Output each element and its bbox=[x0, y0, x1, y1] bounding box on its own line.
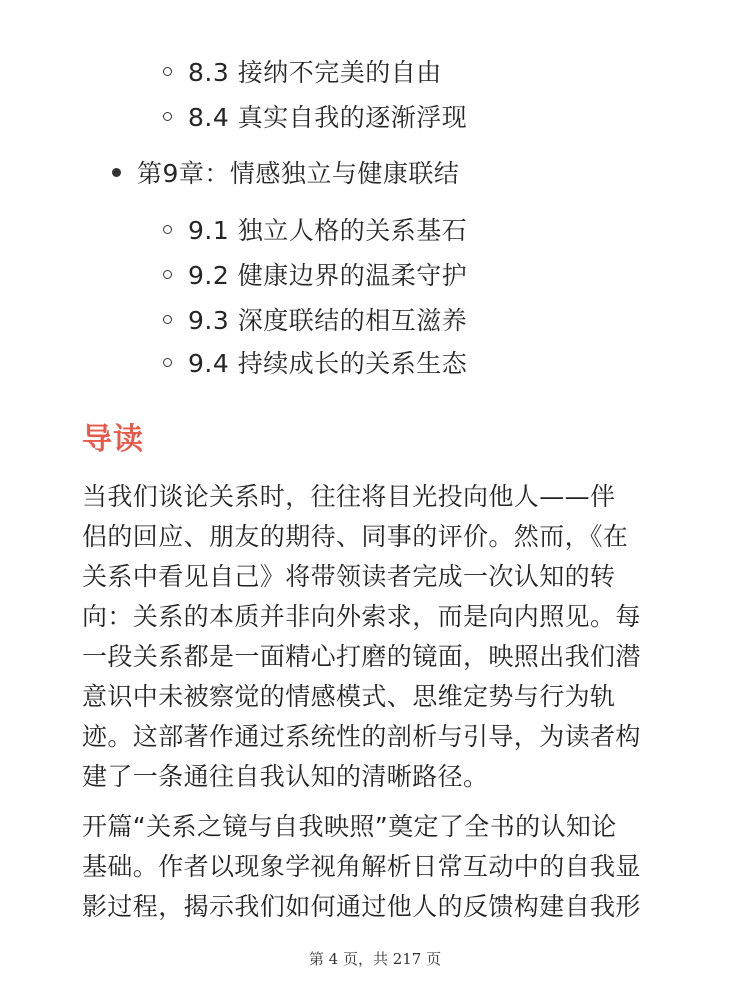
paragraph-line: 基础。作者以现象学视角解析日常互动中的自我显 bbox=[82, 852, 641, 881]
paragraph-line: 当我们谈论关系时，往往将目光投向他人——伴 bbox=[82, 482, 616, 511]
toc-subsection-9-3[interactable] bbox=[163, 297, 467, 341]
paragraph-line: 意识中未被察觉的情感模式、思维定势与行为轨 bbox=[82, 682, 616, 711]
hollow-bullet-icon bbox=[163, 67, 172, 76]
paragraph-line: 影过程，揭示我们如何通过他人的反馈构建自我形 bbox=[82, 892, 641, 921]
toc-subsection-label: 8.3 接纳不完美的自由 bbox=[188, 58, 442, 87]
paragraph-line: 建了一条通往自我认知的清晰路径。 bbox=[82, 762, 489, 791]
toc-subsection-8-3[interactable] bbox=[163, 49, 442, 93]
toc-subsection-9-1[interactable] bbox=[163, 207, 467, 251]
paragraph-line: 迹。这部著作通过系统性的剖析与引导，为读者构 bbox=[82, 722, 641, 751]
paragraph-line: 开篇“关系之镜与自我映照”奠定了全书的认知论 bbox=[82, 812, 617, 841]
paragraph-line: 侣的回应、朋友的期待、同事的评价。然而，《在 bbox=[82, 522, 629, 551]
toc-subsection-label: 9.3 深度联结的相互滋养 bbox=[188, 306, 468, 335]
toc-subsection-8-4[interactable] bbox=[163, 94, 467, 138]
toc-subsection-label: 8.4 真实自我的逐渐浮现 bbox=[188, 103, 468, 132]
toc-subsection-label: 9.2 健康边界的温柔守护 bbox=[188, 261, 468, 290]
toc-subsection-label: 9.1 独立人格的关系基石 bbox=[188, 216, 468, 245]
page-number-footer: 第 4 页，共 217 页 bbox=[308, 950, 442, 968]
toc-chapter-9[interactable] bbox=[112, 150, 459, 194]
hollow-bullet-icon bbox=[163, 225, 172, 234]
filled-bullet-icon bbox=[112, 168, 121, 177]
section-heading: 导读 bbox=[82, 422, 144, 457]
hollow-bullet-icon bbox=[163, 270, 172, 279]
toc-subsection-9-4[interactable] bbox=[163, 340, 467, 384]
paragraph-line: 一段关系都是一面精心打磨的镜面，映照出我们潜 bbox=[82, 642, 641, 671]
toc-chapter-label: 第9章：情感独立与健康联结 bbox=[137, 159, 460, 188]
toc-subsection-label: 9.4 持续成长的关系生态 bbox=[188, 349, 468, 378]
paragraph-line: 向：关系的本质并非向外索求，而是向内照见。每 bbox=[82, 602, 641, 631]
hollow-bullet-icon bbox=[163, 112, 172, 121]
paragraph-line: 关系中看见自己》将带领读者完成一次认知的转 bbox=[82, 562, 616, 591]
hollow-bullet-icon bbox=[163, 315, 172, 324]
toc-subsection-9-2[interactable] bbox=[163, 252, 467, 296]
hollow-bullet-icon bbox=[163, 358, 172, 367]
